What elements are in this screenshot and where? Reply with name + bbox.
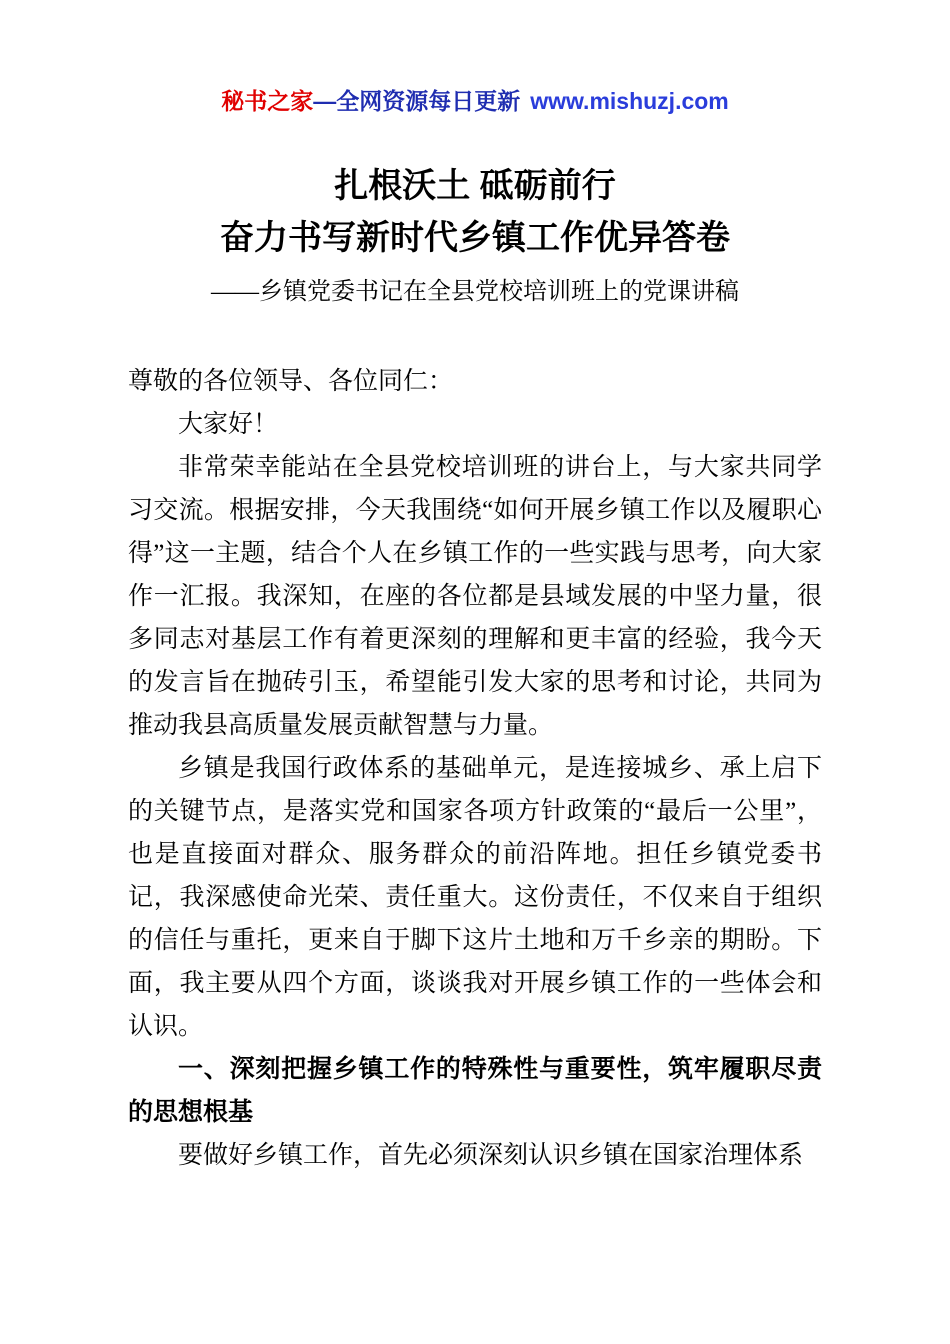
paragraph-context: 乡镇是我国行政体系的基础单元，是连接城乡、承上启下的关键节点，是落实党和国家各项方针政策的“最后一公里”，也是直接面对群众、服务群众的前沿阵地。担任乡镇党委书记，我深感使命光荣、责任重大。这份责任，不仅来自于组织的信任与重托，更来自于脚下这片土地和万千乡亲的期盼。下面，我主要从四个方面，谈谈我对开展乡镇工作的一些体会和认识。 [128,755,822,1040]
section-heading-1: 一、深刻把握乡镇工作的特殊性与重要性，筑牢履职尽责的思想根基 [128,1056,822,1126]
site-tagline: —全网资源每日更新 [313,88,521,114]
site-url-link[interactable]: www.mishuzj.com [530,88,729,114]
paragraph-greeting: 大家好！ [178,411,279,438]
document-title-line2: 奋力书写新时代乡镇工作优异答卷 [220,219,730,257]
paragraph-intro: 非常荣幸能站在全县党校培训班的讲台上，与大家共同学习交流。根据安排，今天我围绕“如何开展乡镇工作以及履职心得”这一主题，结合个人在乡镇工作的一些实践与思考，向大家作一汇报。我深知，在座的各位都是县域发展的中坚力量，很多同志对基层工作有着更深刻的理解和更丰富的经验，我今天的发言旨在抛砖引玉，希望能引发大家的思考和讨论，共同为推动我县高质量发展贡献智慧与力量。 [128,454,822,739]
document-body [128,360,822,1177]
title-block [128,160,822,310]
document-subtitle: ——乡镇党委书记在全县党校培训班上的党课讲稿 [211,279,739,305]
site-name: 秘书之家 [221,88,314,114]
paragraph-section-1-body: 要做好乡镇工作，首先必须深刻认识乡镇在国家治理体系 [178,1142,804,1169]
paragraph-salutation: 尊敬的各位领导、各位同仁： [128,368,454,395]
document-title-line1: 扎根沃土 砥砺前行 [334,167,616,205]
site-header [128,86,822,116]
